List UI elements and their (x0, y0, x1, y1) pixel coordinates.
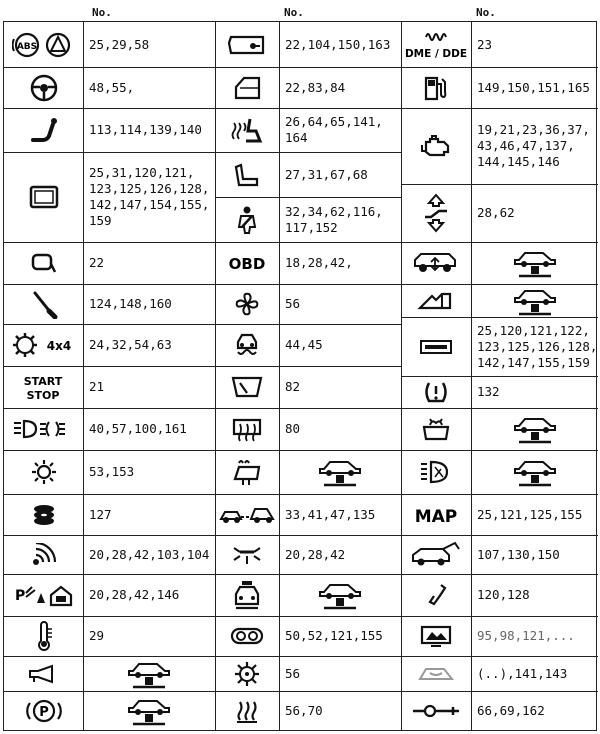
door-key-icon (215, 22, 279, 67)
lift-car-icon (471, 242, 598, 284)
door-numbers: 22,83,84 (285, 79, 346, 95)
header-no-3: No. (476, 6, 496, 19)
towing-car-icon (215, 494, 279, 535)
tailgate-numbers: 107,130,150 (477, 546, 560, 562)
wiper-arm-icon (4, 284, 83, 324)
windscreen-wiper-icon (215, 366, 279, 408)
mirror-icon (4, 242, 83, 284)
spoiler-icon (401, 284, 471, 317)
lift-car-icon (279, 574, 401, 616)
rear-defrost-numbers: 80 (285, 421, 301, 436)
ride-height-icon (401, 184, 471, 242)
4x4-numbers: 24,32,54,63 (89, 337, 172, 352)
radio-numbers: 25,120,121,122, 123,125,126,128, 142,147,155,159 (477, 322, 598, 370)
obd-icon (215, 242, 279, 284)
tire-pressure-icon (401, 376, 471, 408)
lift-car-icon (471, 284, 598, 317)
svg-text:STOP: STOP (26, 389, 59, 402)
lift-car-icon (471, 408, 598, 450)
stability-numbers: 44,45 (285, 337, 323, 352)
remote-signal-numbers: 20,28,42,103,104 (89, 546, 210, 562)
start-stop-numbers: 21 (89, 379, 105, 394)
climate-gear-icon (215, 656, 279, 691)
header-no-1: No. (92, 6, 112, 19)
park-assist-garage-icon (4, 574, 83, 616)
dme-dde-icon (401, 22, 471, 67)
headlight-numbers: 40,57,100,161 (89, 421, 187, 436)
fuel-numbers: 149,150,151,165 (477, 79, 590, 95)
interior-light-numbers: 20,28,42 (285, 546, 346, 562)
abs-warning-icon (4, 22, 83, 67)
windshield-washer-icon (401, 408, 471, 450)
lift-car-icon (83, 656, 215, 691)
engine-check-icon (401, 108, 471, 184)
mirror-numbers: 22 (89, 255, 105, 270)
svg-text:MAP: MAP (414, 506, 458, 526)
car-wash-icon (401, 656, 471, 691)
fan-numbers: 56 (285, 296, 301, 311)
seat-numbers: 27,31,67,68 (285, 166, 368, 182)
steering-wheel-icon (4, 67, 83, 108)
washer-fluid-icon (215, 450, 279, 494)
wiper-numbers: 82 (285, 379, 301, 394)
radio-unit-icon (401, 317, 471, 376)
seat-adjust-icon (4, 108, 83, 152)
header-no-2: No. (284, 6, 304, 19)
map-numbers: 25,121,125,155 (477, 506, 583, 522)
abs-numbers: 25,29,58 (89, 36, 150, 52)
svg-text:DME / DDE: DME / DDE (404, 47, 468, 60)
rear-defrost-icon (215, 408, 279, 450)
phone-numbers: 120,128 (477, 587, 530, 602)
symbol-table (3, 21, 597, 731)
car-wash-numbers: (..),141,143 (477, 665, 568, 681)
climate-numbers: 56 (285, 665, 301, 681)
remote-signal-icon (4, 535, 83, 574)
stability-control-icon (215, 324, 279, 366)
map-icon (401, 494, 471, 535)
ride-height-numbers: 28,62 (477, 205, 515, 220)
light-bulb-icon (4, 450, 83, 494)
instrument-cluster-icon (215, 616, 279, 656)
car-front-service-icon (215, 574, 279, 616)
park-assist-numbers: 20,28,42,146 (89, 587, 180, 602)
light-bulb-numbers: 53,153 (89, 464, 135, 479)
suv-level-icon (401, 242, 471, 284)
cd-changer-numbers: 127 (89, 506, 112, 522)
headlight-washer-icon (401, 450, 471, 494)
svg-text:4x4: 4x4 (46, 339, 71, 353)
wiper-arm-numbers: 124,148,160 (89, 296, 172, 311)
trailer-hitch-numbers: 66,69,162 (477, 702, 545, 718)
seat-heating-numbers: 26,64,65,141, 164 (285, 114, 383, 145)
svg-text:P: P (38, 704, 49, 720)
lift-car-icon (471, 450, 598, 494)
fuel-pump-icon (401, 67, 471, 108)
temperature-numbers: 29 (89, 628, 105, 643)
svg-text:START: START (23, 375, 62, 388)
navigation-numbers: 95,98,121,... (477, 628, 575, 643)
svg-text:P: P (14, 588, 25, 604)
parking-brake-icon (4, 691, 83, 730)
steering-numbers: 48,55, (89, 79, 135, 95)
svg-text:ABS: ABS (16, 41, 37, 52)
headlight-icon (4, 408, 83, 450)
door-key-numbers: 22,104,150,163 (285, 36, 391, 52)
interior-light-icon (215, 535, 279, 574)
trailer-hitch-icon (401, 691, 471, 730)
display-screen-icon (4, 152, 83, 242)
towing-numbers: 33,41,47,135 (285, 506, 376, 522)
lift-car-icon (279, 450, 401, 494)
seat-adjust-numbers: 113,114,139,140 (89, 122, 202, 137)
4x4-gear-icon (4, 324, 83, 366)
svg-text:OBD: OBD (228, 255, 266, 273)
obd-numbers: 18,28,42, (285, 255, 353, 270)
seat-heat-waves-icon (215, 691, 279, 730)
tailgate-icon (401, 535, 471, 574)
phone-icon (401, 574, 471, 616)
temperature-icon (4, 616, 83, 656)
horn-icon (4, 656, 83, 691)
display-numbers: 25,31,120,121, 123,125,126,128, 142,147,154,155, 159 (89, 165, 210, 228)
cluster-numbers: 50,52,121,155 (285, 628, 383, 643)
engine-numbers: 19,21,23,36,37, 43,46,47,137, 144,145,146 (477, 122, 590, 169)
lift-car-icon (83, 691, 215, 730)
navigation-screen-icon (401, 616, 471, 656)
dme-numbers: 23 (477, 36, 493, 52)
cd-changer-icon (4, 494, 83, 535)
start-stop-icon (4, 366, 83, 408)
seatbelt-icon (215, 197, 279, 242)
door-icon (215, 67, 279, 108)
tire-pressure-numbers: 132 (477, 384, 500, 399)
seatbelt-numbers: 32,34,62,116, 117,152 (285, 203, 383, 235)
seat-icon (215, 152, 279, 197)
seat-heat-numbers: 56,70 (285, 702, 323, 718)
fan-icon (215, 284, 279, 324)
seat-heating-icon (215, 108, 279, 152)
